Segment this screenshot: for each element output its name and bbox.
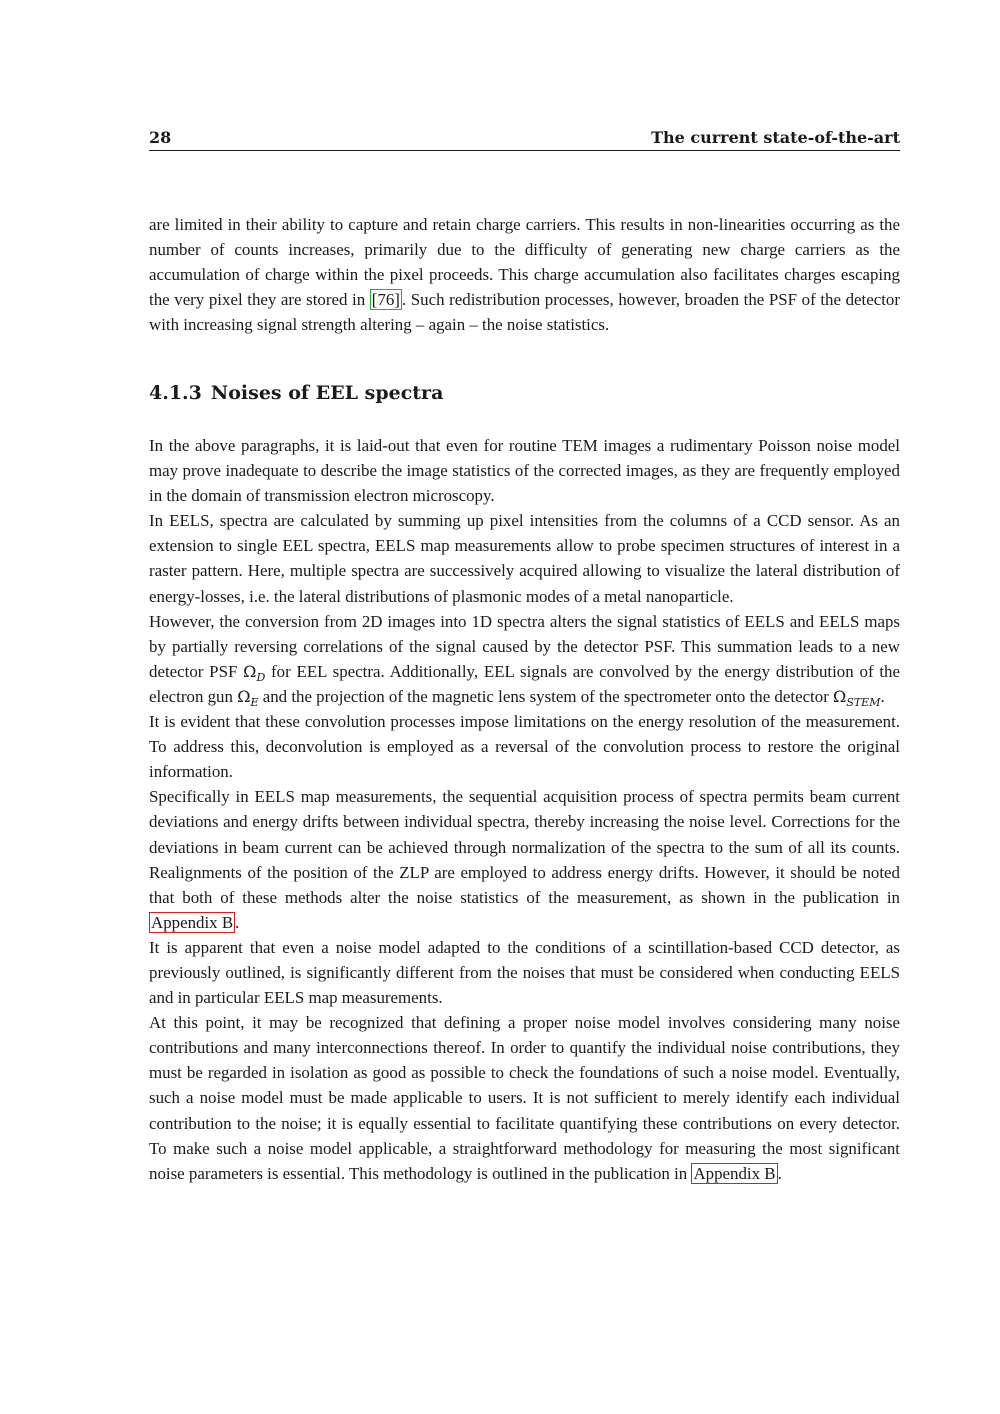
appendix-b-link[interactable]: Appendix B — [151, 912, 234, 932]
page-header — [149, 128, 900, 151]
paragraph-3 — [149, 609, 900, 709]
p3-text-1: However, the conversion from 2D images into 1D spectra alters the signal statistics of EELS and EELS maps by partially reversing correlations of the signal caused by the detector PSF. This summation leads to a new detector PSF — [149, 611, 900, 681]
running-title: The current state-of-the-art — [651, 128, 900, 147]
appendix-b-link[interactable]: Appendix B — [693, 1163, 776, 1183]
p3-text-3: and the projection of the magnetic lens system of the spectrometer onto the detector — [258, 686, 834, 706]
p5-text: Specifically in EELS map measurements, the sequential acquisition process of spectra permits beam current deviations and energy drifts between individual spectra, thereby increasing the noise level. Corrections for the deviations in beam current can be achieved through normalization of the spectra to the sum of all its counts. Realignments of the position of the ZLP are employed to address energy drifts. However, it should be noted that both of these methods alter the noise statistics of the measurement, as shown in the publication in — [149, 787, 900, 907]
section-title: Noises of EEL spectra — [210, 382, 444, 404]
omega-stem-symbol: $\Omega_{STEM}$ — [833, 686, 881, 710]
intro-text-2: . Such redistribution processes, however, broaden the PSF of the detector with increasing signal strength altering – again – the noise statistics. — [149, 290, 900, 335]
p5-end: . — [235, 912, 240, 932]
paragraph-7 — [149, 1010, 900, 1186]
paragraph-5 — [149, 784, 900, 935]
intro-paragraph — [149, 212, 900, 337]
paragraph-2: In EELS, spectra are calculated by summing up pixel intensities from the columns of a CCD sensor. As an extension to single EEL spectra, EELS map measurements allow to probe specimen structures of interest in a raster pattern. Here, multiple spectra are successively acquired allowing to visualize the lateral distribution of energy-losses, i.e. the lateral distributions of plasmonic modes of a metal nanoparticle. — [149, 511, 900, 606]
section-heading — [149, 380, 443, 406]
p3-text-2: for EEL spectra. Additionally, EEL signals are convolved by the energy distribution of the electron gun — [149, 661, 900, 706]
section-body — [149, 433, 900, 1186]
section-number: 4.1.3 — [149, 382, 202, 404]
omega-e-symbol: $\Omega_E$ — [237, 686, 259, 710]
omega-d-symbol: $\Omega_D$ — [243, 661, 266, 685]
p7-end: . — [777, 1163, 782, 1183]
p3-text-4: . — [880, 686, 885, 706]
page-number: 28 — [149, 128, 172, 147]
intro-text-1: are limited in their ability to capture and retain charge carriers. This results in non-linearities occurring as the number of counts increases, primarily due to the difficulty of generating new charge carriers as the accumulation of charge within the pixel proceeds. This charge accumulation also facilitates charges escaping the very pixel they are stored in — [149, 215, 900, 310]
paragraph-4: It is evident that these convolution processes impose limitations on the energy resolution of the measurement. To address this, deconvolution is employed as a reversal of the convolution process to restore the original information. — [149, 712, 900, 782]
p7-text: At this point, it may be recognized that defining a proper noise model involves considering many noise contributions and many interconnections thereof. In order to quantify the individual noise contributions, they must be regarded in isolation as good as possible to check the foundations of such a noise model. Eventually, such a noise model must be made applicable to users. It is not sufficient to merely identify each individual contribution to the noise; it is equally essential to facilitate quantifying these contributions on every detector. To make such a noise model applicable, a straightforward methodology for measuring the most significant noise parameters is essential. This methodology is outlined in the publication in — [149, 1013, 900, 1183]
citation-link[interactable]: [76] — [371, 290, 400, 310]
paragraph-6: It is apparent that even a noise model adapted to the conditions of a scintillation-based CCD detector, as previously outlined, is significantly different from the noises that must be considered when conducting EELS and in particular EELS map measurements. — [149, 937, 900, 1008]
paragraph-1: In the above paragraphs, it is laid-out that even for routine TEM images a rudimentary Poisson noise model may prove inadequate to describe the image statistics of the corrected images, as they are frequently employed in the domain of transmission electron microscopy. — [149, 436, 900, 506]
